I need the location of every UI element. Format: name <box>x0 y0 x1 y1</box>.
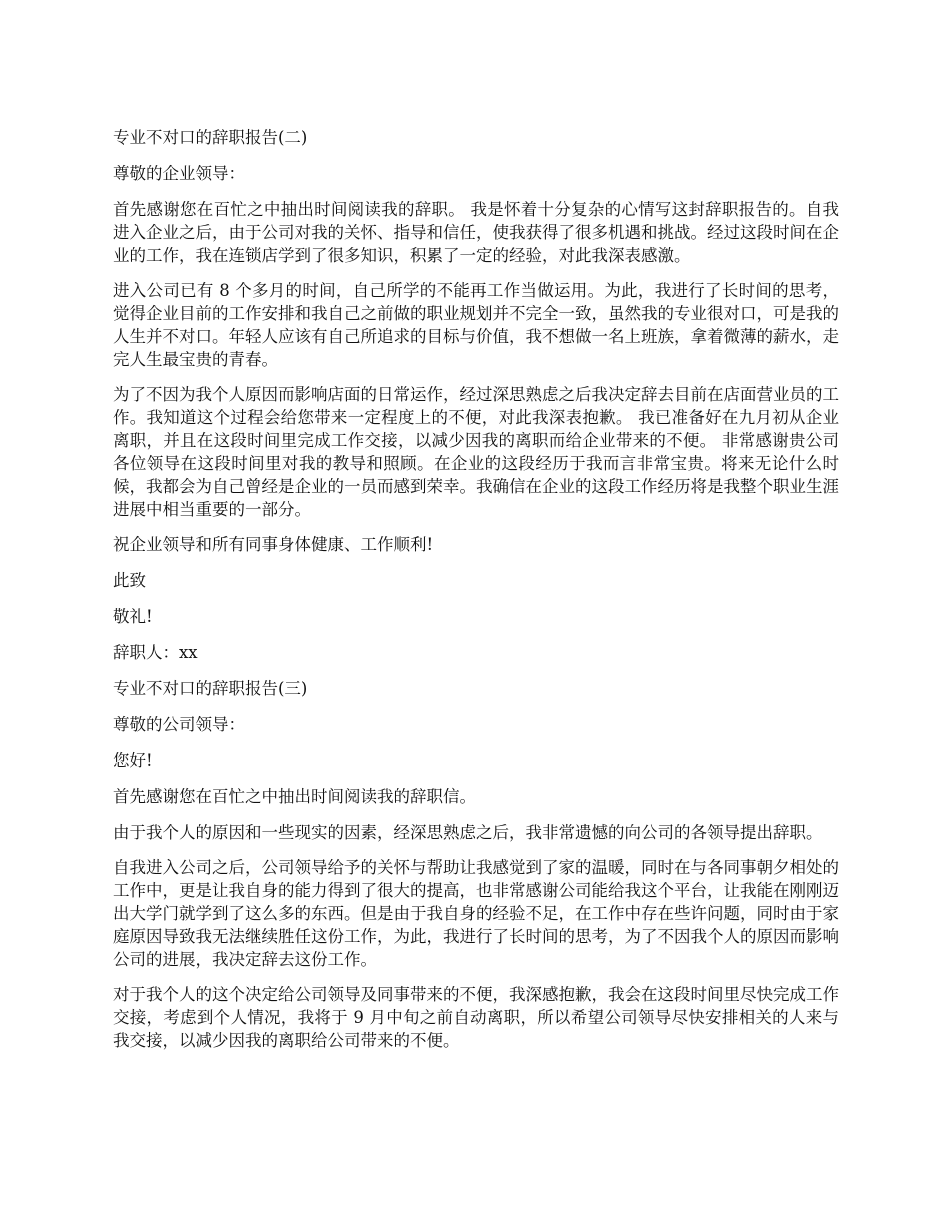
document-body <box>113 126 839 1064</box>
report-title-3: 专业不对口的辞职报告(三) <box>113 679 308 698</box>
greeting-3: 您好! <box>113 751 153 770</box>
report-title-2: 专业不对口的辞职报告(二) <box>113 128 308 147</box>
body-paragraph-3-4: 对于我个人的这个决定给公司领导及同事带来的不便，我深感抱歉，我会在这段时间里尽快完成工作交接，考虑到个人情况，我将于 9 月中旬之前自动离职，所以希望公司领导尽快安排相关的人来与我交接，以减少因我的离职给公司带来的不便。 <box>113 985 839 1050</box>
body-paragraph-2-2: 进入公司已有 8 个多月的时间，自己所学的不能再工作当做运用。为此，我进行了长时间的思考，觉得企业目前的工作安排和我自己之前做的职业规划并不完全一致，虽然我的专业很对口，可是我的人生并不对口。年轻人应该有自己所追求的目标与价值，我不想做一名上班族，拿着微薄的薪水，走完人生最宝贵的青春。 <box>113 281 839 369</box>
signature-line: 辞职人：xx <box>113 643 198 662</box>
salutation-3: 尊敬的公司领导： <box>113 715 245 734</box>
body-paragraph-2-3: 为了不因为我个人原因而影响店面的日常运作，经过深思熟虑之后我决定辞去目前在店面营业员的工作。我知道这个过程会给您带来一定程度上的不便，对此我深表抱歉。 我已准备好在九月初从企业离职，并且在这段时间里完成工作交接，以减少因我的离职而给企业带来的不便。 非常感谢贵公司各位领导在这段时间里对我的教导和照顾。在企业的这段经历于我而言非常宝贵。将来无论什么时候，我都会为自己曾经是企业的一员而感到荣幸。我确信在企业的这段工作经历将是我整个职业生涯进展中相当重要的一部分。 <box>113 385 839 519</box>
body-paragraph-2-1: 首先感谢您在百忙之中抽出时间阅读我的辞职。 我是怀着十分复杂的心情写这封辞职报告的。自我进入企业之后，由于公司对我的关怀、指导和信任，使我获得了很多机遇和挑战。经过这段时间在企业的工作，我在连锁店学到了很多知识，积累了一定的经验，对此我深表感激。 <box>113 200 839 265</box>
closing-ci-zhi: 此致 <box>113 571 146 590</box>
closing-jing-li: 敬礼! <box>113 607 153 626</box>
salutation-2: 尊敬的企业领导： <box>113 164 245 183</box>
closing-wish-2: 祝企业领导和所有同事身体健康、工作顺利! <box>113 535 434 554</box>
body-paragraph-3-1: 首先感谢您在百忙之中抽出时间阅读我的辞职信。 <box>113 787 476 806</box>
body-paragraph-3-2: 由于我个人的原因和一些现实的因素，经深思熟虑之后，我非常遗憾的向公司的各领导提出辞职。 <box>113 823 823 842</box>
body-paragraph-3-3: 自我进入公司之后，公司领导给予的关怀与帮助让我感觉到了家的温暖，同时在与各同事朝夕相处的工作中，更是让我自身的能力得到了很大的提高，也非常感谢公司能给我这个平台，让我能在刚刚迈出大学门就学到了这么多的东西。但是由于我自身的经验不足，在工作中存在些许问题，同时由于家庭原因导致我无法继续胜任这份工作，为此，我进行了长时间的思考，为了不因我个人的原因而影响公司的进展，我决定辞去这份工作。 <box>113 858 839 969</box>
